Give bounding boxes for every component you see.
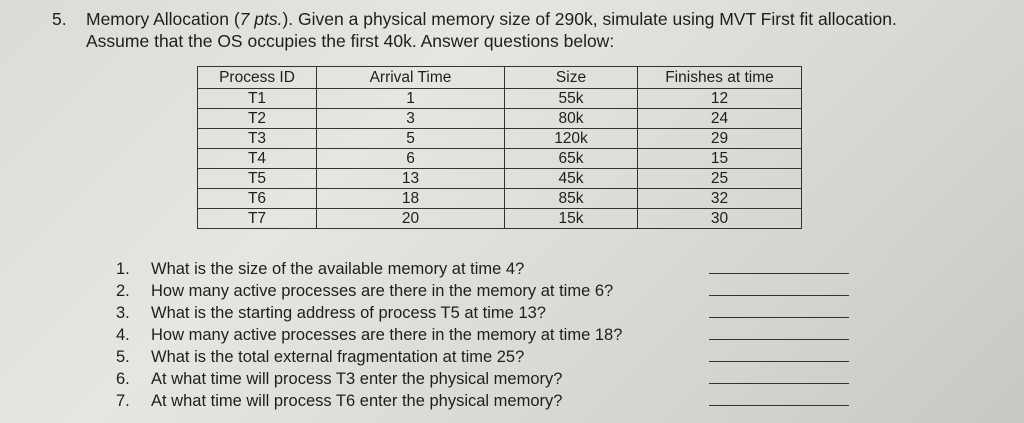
cell-process-id: T3 [198,129,317,149]
question-item [116,368,896,390]
cell-arrival-time: 1 [317,89,505,109]
cell-arrival-time: 13 [317,169,505,189]
answer-blank[interactable] [709,383,849,384]
answer-blank[interactable] [709,273,849,274]
question-number: 5. [116,348,130,366]
question-number: 6. [116,370,130,388]
question-item [116,346,896,368]
table-row [198,209,802,229]
cell-size: 55k [505,89,638,109]
question-text: What is the total external fragmentation at time 25? [151,348,525,366]
cell-arrival-time: 6 [317,149,505,169]
question-item [116,258,896,280]
answer-blank[interactable] [709,405,849,406]
question-item [116,302,896,324]
cell-size: 85k [505,189,638,209]
question-number: 4. [116,326,130,344]
header-size: Size [505,67,638,89]
question-item [116,390,896,412]
cell-size: 65k [505,149,638,169]
cell-process-id: T1 [198,89,317,109]
cell-finish-time: 25 [638,169,802,189]
problem-title-post: ). Given a physical memory size of 290k, simulate using MVT First fit allocation. [282,9,897,29]
table-header-row [198,67,802,89]
question-number: 1. [116,260,130,278]
cell-process-id: T5 [198,169,317,189]
problem-line-2: Assume that the OS occupies the first 40k. Answer questions below: [86,31,615,51]
question-text: What is the starting address of process T5 at time 13? [151,304,546,322]
cell-finish-time: 30 [638,209,802,229]
cell-process-id: T4 [198,149,317,169]
problem-line-1 [86,8,1006,30]
question-number: 7. [116,392,130,410]
answer-blank[interactable] [709,361,849,362]
answer-blank[interactable] [709,317,849,318]
answer-blank[interactable] [709,339,849,340]
cell-finish-time: 24 [638,109,802,129]
table-row [198,109,802,129]
header-arrival-time: Arrival Time [317,67,505,89]
cell-arrival-time: 3 [317,109,505,129]
answer-blank[interactable] [709,295,849,296]
cell-process-id: T7 [198,209,317,229]
question-text: How many active processes are there in the memory at time 6? [151,282,614,300]
table-row [198,89,802,109]
cell-size: 80k [505,109,638,129]
cell-finish-time: 32 [638,189,802,209]
question-item [116,324,896,346]
question-text: What is the size of the available memory at time 4? [151,260,525,278]
question-number: 2. [116,282,130,300]
table-row [198,169,802,189]
process-table [197,66,802,229]
question-number: 3. [116,304,130,322]
question-text: At what time will process T6 enter the physical memory? [151,392,563,410]
question-list [116,258,896,412]
cell-arrival-time: 5 [317,129,505,149]
table-row [198,149,802,169]
cell-finish-time: 15 [638,149,802,169]
cell-size: 45k [505,169,638,189]
table-row [198,189,802,209]
table-row [198,129,802,149]
problem-number: 5. [52,9,67,29]
question-text: At what time will process T3 enter the physical memory? [151,370,563,388]
question-text: How many active processes are there in the memory at time 18? [151,326,623,344]
header-process-id: Process ID [198,67,317,89]
header-finish-time: Finishes at time [638,67,802,89]
cell-process-id: T2 [198,109,317,129]
cell-finish-time: 12 [638,89,802,109]
question-item [116,280,896,302]
cell-arrival-time: 20 [317,209,505,229]
cell-finish-time: 29 [638,129,802,149]
cell-size: 120k [505,129,638,149]
problem-points: 7 pts. [239,9,283,29]
problem-statement [86,8,1006,52]
problem-title-pre: Memory Allocation ( [86,9,240,29]
cell-size: 15k [505,209,638,229]
cell-arrival-time: 18 [317,189,505,209]
cell-process-id: T6 [198,189,317,209]
